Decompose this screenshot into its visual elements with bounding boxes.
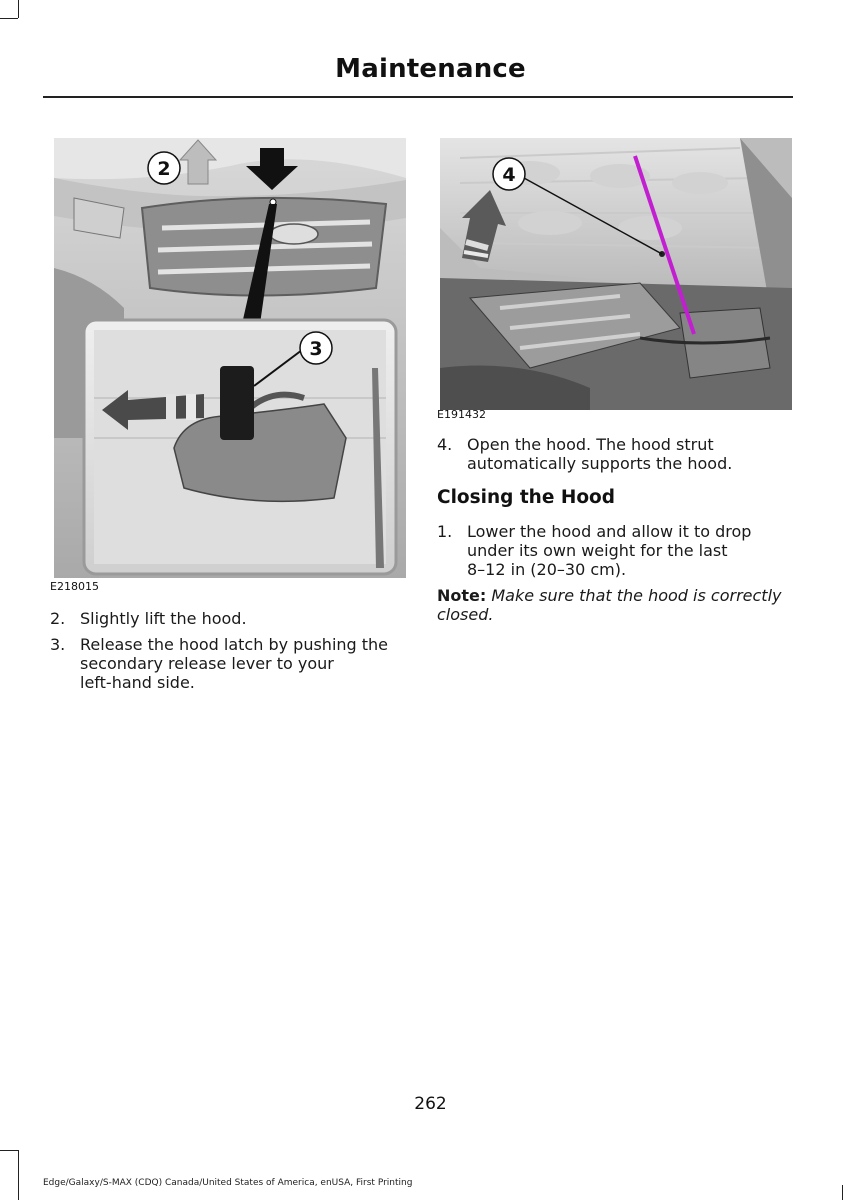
- callout-2-badge: [148, 152, 180, 184]
- closing-step-1: [437, 522, 797, 582]
- step-3: [50, 635, 410, 695]
- step-text-line: secondary release lever to your: [80, 654, 334, 673]
- step-text-line: left-hand side.: [80, 673, 195, 692]
- callout-3-label: 3: [309, 338, 323, 360]
- step-text-line: Lower the hood and allow it to drop: [467, 522, 752, 541]
- step-text-line: Release the hood latch by pushing the: [80, 635, 389, 654]
- figure-code-left: E218015: [50, 580, 99, 593]
- step-number: 4.: [437, 435, 453, 454]
- step-text-line: 8–12 in (20–30 cm).: [467, 560, 627, 579]
- crop-mark: [18, 1150, 19, 1200]
- step-number: 3.: [50, 635, 66, 654]
- callout-4-badge: [493, 158, 525, 190]
- step-2: [50, 609, 410, 629]
- step-text: Slightly lift the hood.: [80, 609, 247, 628]
- note: [437, 586, 792, 624]
- step-text-line: automatically supports the hood.: [467, 454, 733, 473]
- crop-mark: [0, 18, 18, 19]
- crop-mark: [0, 1150, 18, 1151]
- note-text: Make sure that the hood is correctly closed.: [437, 586, 782, 624]
- step-text-line: Open the hood. The hood strut: [467, 435, 714, 454]
- crop-mark: [18, 0, 19, 18]
- footer-text: Edge/Galaxy/S-MAX (CDQ) Canada/United States of America, enUSA, First Printing: [43, 1178, 413, 1188]
- header-divider: [43, 96, 793, 98]
- open-hood-illustration: [440, 138, 792, 410]
- section-heading: Closing the Hood: [437, 487, 615, 508]
- page-title: Maintenance: [335, 54, 526, 84]
- step-number: 1.: [437, 522, 453, 541]
- callout-3-badge: [300, 332, 332, 364]
- note-label: Note:: [437, 586, 487, 605]
- hood-latch-illustration: [54, 138, 406, 578]
- open-hood-drawing: [440, 138, 792, 410]
- figure-code-right: E191432: [437, 408, 486, 421]
- step-number: 2.: [50, 609, 66, 628]
- crop-mark: [842, 1185, 843, 1200]
- step-text-line: under its own weight for the last: [467, 541, 728, 560]
- callout-4-label: 4: [502, 164, 516, 186]
- step-4: [437, 435, 797, 475]
- page-number: 262: [414, 1094, 447, 1114]
- hood-latch-drawing: [54, 138, 406, 578]
- callout-2-label: 2: [157, 158, 171, 180]
